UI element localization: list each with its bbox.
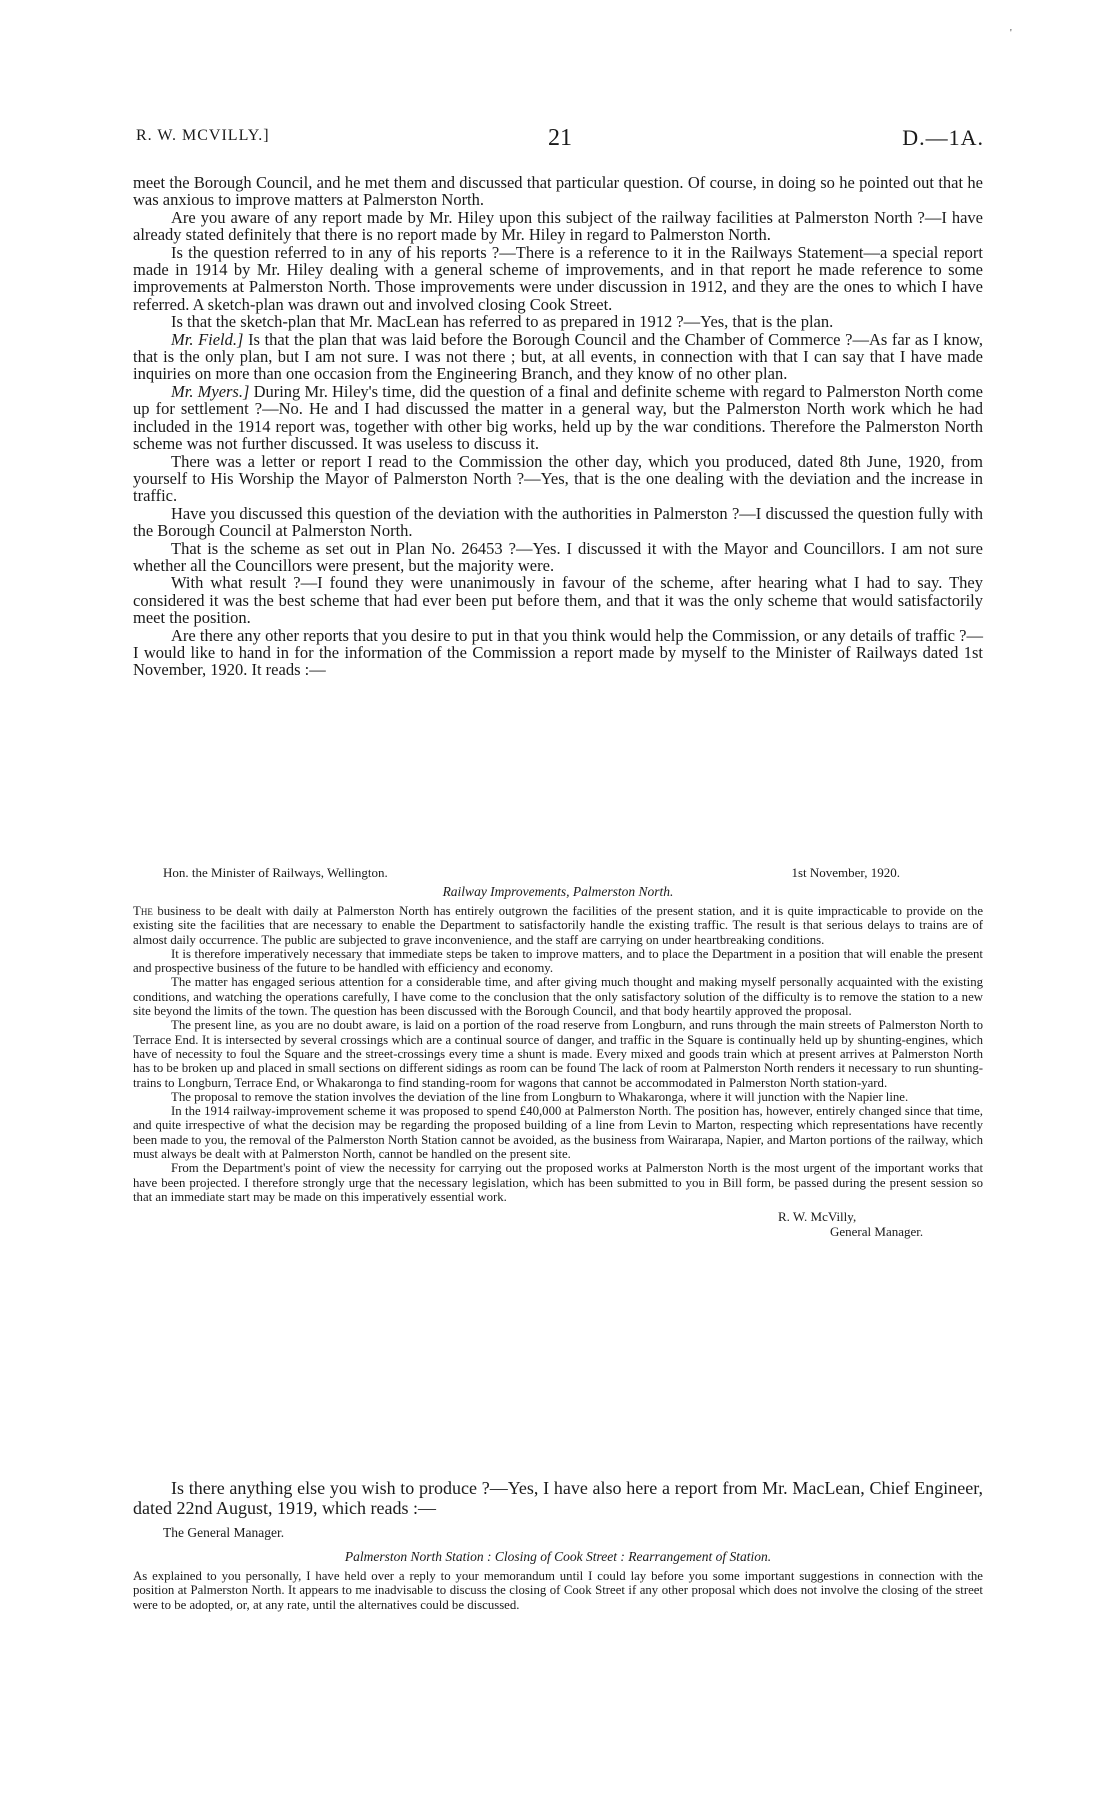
testimony-text: Is that the plan that was laid before the Borough Council and the Chamber of Commerce ?—As far as I know, that is the only plan, but I am not sure. I was not there ; but, at all events, in connection with that I can say that I have made inquiries on more than one occasion from the Engineering Branch, and they know of no other plan. (133, 329, 983, 384)
page-number: 21 (548, 125, 572, 151)
signature-title: General Manager. (830, 1224, 924, 1240)
speaker-label: Mr. Myers.] (171, 381, 250, 401)
document-reference: D.—1A. (902, 125, 984, 150)
letter-subject: Railway Improvements, Palmerston North. (442, 884, 674, 899)
quoted-letter-engineer (133, 1525, 983, 1612)
letter-paragraph: As explained to you personally, I have held over a reply to your memorandum until I could lay before you some important suggestions in connection with the position at Palmerston North. It appears to me inadvisable to discuss the closing of Cook Street if any other proposal which does not involve the closing of the street were to be adopted, or, at any rate, until the alternatives could be discussed. (133, 1569, 983, 1612)
letter-first-word: The (133, 904, 153, 918)
letter-subject: Palmerston North Station : Closing of Cook Street : Rearrangement of Station. (344, 1549, 772, 1564)
letter-paragraph: It is therefore imperatively necessary that immediate steps be taken to improve matters, and to place the Department in a position that will enable the present and prospective business of the future to be handled with efficiency and economy. (133, 946, 983, 976)
testimony-paragraph: There was a letter or report I read to the Commission the other day, which you produced, dated 8th June, 1920, from yourself to His Worship the Mayor of Palmerston North ?—Yes, that is the one dealing with the deviation and the increase in traffic. (133, 451, 983, 506)
testimony-paragraph: Are there any other reports that you desire to put in that you think would help the Commission, or any details of traffic ?—I would like to hand in for the information of the Commission a report made by myself to the Minister of Railways dated 1st November, 1920. It reads :— (133, 625, 983, 680)
letter-paragraph: The proposal to remove the station involves the deviation of the line from Longburn to Whakaronga, where it will junction with the Napier line. (171, 1089, 909, 1104)
testimony-paragraph: Have you discussed this question of the deviation with the authorities in Palmerston ?—I discussed the question fully with the Borough Council at Palmerston North. (133, 503, 983, 541)
speaker-label: Mr. Field.] (171, 329, 244, 349)
letter-addressee: Hon. the Minister of Railways, Wellington. (163, 865, 388, 880)
letter-paragraph: The matter has engaged serious attention for a considerable time, and after giving much thought and making myself personally acquainted with the existing conditions, and watching the operations carefully, I have come to the conclusion that the only satisfactory solution of the difficulty is to remove the station to a new site beyond the limits of the town. The question has been discussed with the Borough Council, and that body heartily approved the proposal. (133, 975, 983, 1019)
letter-paragraph: From the Department's point of view the necessity for carrying out the proposed works at Palmerston North is the most urgent of the important works that have been projected. I therefore strongly urge that the necessary legislation, which has been submitted to you in Bill form, be passed during the present session so that an immediate start may be made on this imperatively essential work. (133, 1161, 983, 1204)
testimony-paragraph: meet the Borough Council, and he met them and discussed that particular question. Of course, in doing so he pointed out that he was anxious to improve matters at Palmerston North. (133, 173, 983, 210)
letter-body (133, 904, 983, 1204)
question-section (133, 1479, 983, 1518)
testimony-paragraph: Are you aware of any report made by Mr. Hiley upon this subject of the railway facilities at Palmerston North ?—I have already stated definitely that there is no report made by Mr. Hiley in regard to Palmerston North. (133, 207, 983, 245)
testimony-paragraph: With what result ?—I found they were unanimously in favour of the scheme, after hearing what I had to say. They considered it was the best scheme that had ever been put before them, and that it was the only scheme that would satisfactorily meet the position. (133, 573, 983, 628)
letter-paragraph: The present line, as you are no doubt aware, is laid on a portion of the road reserve from Longburn, and runs through the main streets of Palmerston North to Terrace End. It is intersected by several crossings which are a continual source of danger, and traffic in the Square is continually held up by shunting-engines, which have of necessity to foul the Square and the street-crossings every time a shunt is made. Every mixed and goods train which at present arrives at Palmerston North has to be broken up and placed in small sections on different sidings as room can be found The lack of room at Palmerston North renders it necessary to run shunting-trains to Longburn, Terrace End, or Whakaronga to find standing-room for wagons that cannot be accommodated in Palmerston North station-yard. (133, 1018, 983, 1090)
testimony-section (133, 174, 983, 679)
testimony-paragraph (133, 383, 983, 453)
letter-paragraph (133, 904, 983, 947)
letter-paragraph-text: business to be dealt with daily at Palmerston North has entirely outgrown the facilities of the present station, and it is quite impracticable to provide on the existing site the facilities that are necessary to enable the Department to satisfactorily handle the existing traffic. The result is that serious delays to trains are of almost daily occurrence. The public are subjected to grave inconvenience, and the staff are carrying on under heartbreaking conditions. (133, 904, 983, 947)
letter-paragraph: In the 1914 railway-improvement scheme it was proposed to spend £40,000 at Palmerston North. The position has, however, entirely changed since that time, and quite irrespective of what the decision may be regarding the proposed building of a line from Levin to Marton, respecting which representations have recently been made to you, the removal of the Palmerston North Station cannot be avoided, as the business from Wairarapa, Napier, and Marton portions of the railway, which must always be dealt with at Palmerston North, cannot be handled on the present site. (133, 1104, 983, 1162)
letter-body (133, 1569, 983, 1612)
question-paragraph: Is there anything else you wish to produce ?—Yes, I have also here a report from Mr. MacLean, Chief Engineer, dated 22nd August, 1919, which reads :— (133, 1478, 983, 1518)
testimony-paragraph (133, 331, 983, 383)
quoted-letter-minister (133, 863, 983, 1239)
stray-mark: ' (1010, 28, 1012, 39)
testimony-paragraph: That is the scheme as set out in Plan No. 26453 ?—Yes. I discussed it with the Mayor and Councillors. I am not sure whether all the Councillors were present, but the majority were. (133, 538, 983, 575)
testimony-text: During Mr. Hiley's time, did the question of a final and definite scheme with regard to Palmerston North come up for settlement ?—No. He and I had discussed the matter in a general way, but the Palmerston North work which he had included in the 1914 report was, together with other big works, held up by the war conditions. Therefore the Palmerston North scheme was not further discussed. It was useless to discuss it. (133, 381, 983, 454)
signature-name: R. W. McVilly, (778, 1209, 857, 1225)
letter-signature-block (778, 1209, 983, 1239)
letter-date: 1st November, 1920. (791, 865, 900, 880)
letter-address-line (133, 863, 983, 883)
running-header (136, 125, 984, 155)
header-witness-name: R. W. MCVILLY.] (136, 127, 270, 144)
testimony-paragraph: Is that the sketch-plan that Mr. MacLean has referred to as prepared in 1912 ?—Yes, that is the plan. (171, 312, 834, 332)
letter-addressee: The General Manager. (163, 1525, 285, 1540)
testimony-paragraph: Is the question referred to in any of his reports ?—There is a reference to it in the Railways Statement—a special report made in 1914 by Mr. Hiley dealing with a general scheme of improvements, and in that report he made reference to some improvements at Palmerston North. Those improvements were under discussion in 1912, and they are the ones to which I have referred. A sketch-plan was drawn out and involved closing Cook Street. (133, 242, 983, 314)
